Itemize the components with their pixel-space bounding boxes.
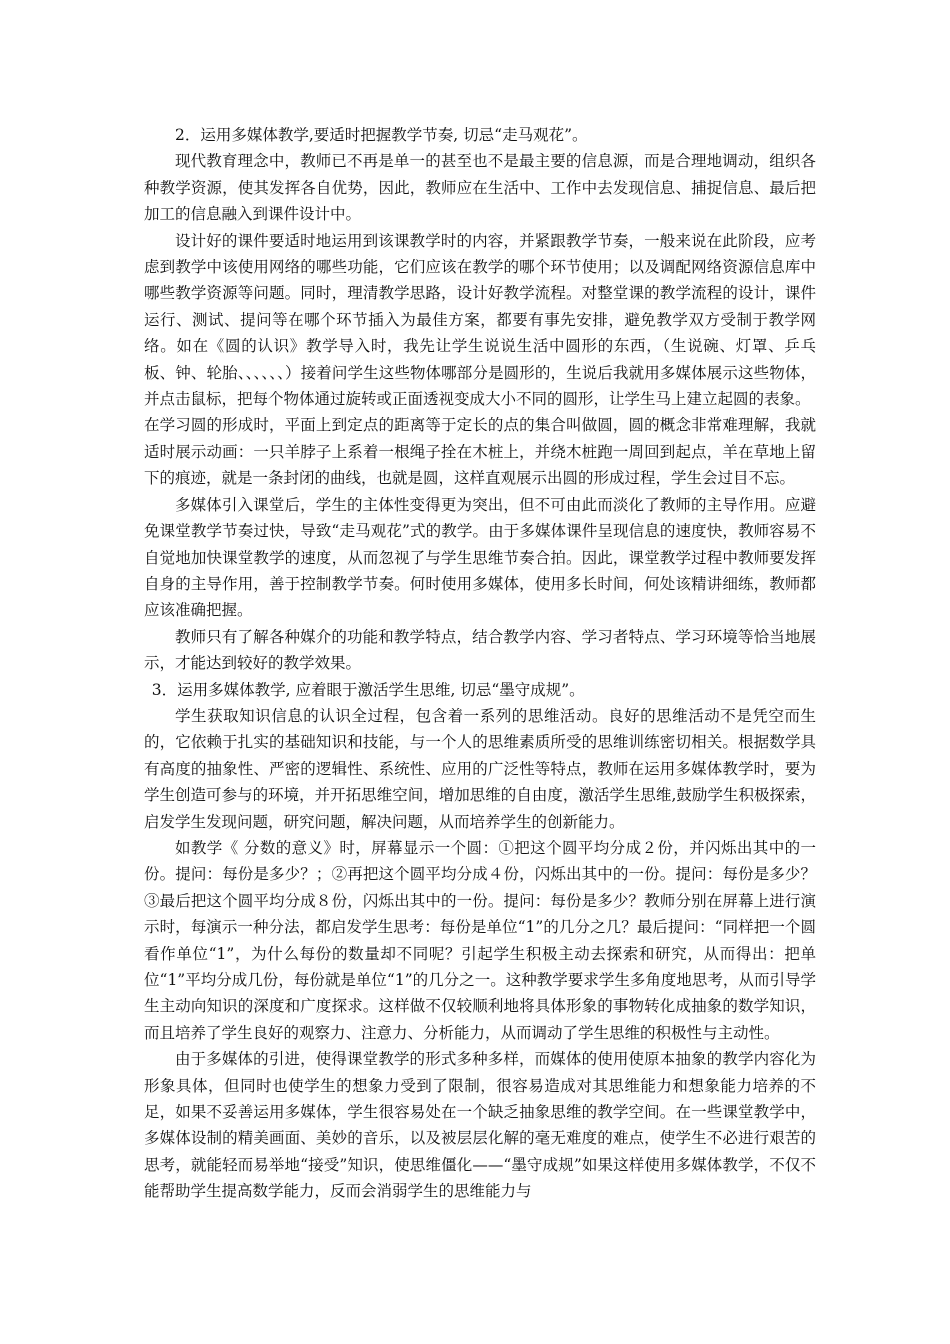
body-paragraph: 在学习圆的形成时，平面上到定点的距离等于定长的点的集合叫做圆，圆的概念非常难理解，我就适时展示动画：一只羊脖子上系着一根绳子拴在木桩上，并绕木桩跑一周回到起点，羊在草地上留下的痕迹，就是一条封闭的曲线，也就是圆，这样直观展示出圆的形成过程，学生会过目不忘。	[144, 416, 816, 488]
document-page	[144, 122, 816, 1205]
body-paragraph: 由于多媒体的引进，使得课堂教学的形式多种多样，而媒体的使用使原本抽象的教学内容化为形象具体，但同时也使学生的想象力受到了限制，很容易造成对其思维能力和想象能力培养的不足，如果不妥善运用多媒体，学生很容易处在一个缺乏抽象思维的教学空间。在一些课堂教学中，多媒体设制的精美画面、美妙的音乐，以及被层层化解的毫无难度的难点，使学生不必进行艰苦的思考，就能轻而易举地“接受”知识，使思维僵化——“墨守成规”如果这样使用多媒体教学，不仅不能帮助学生提高数学能力，反而会消弱学生的思维能力与	[144, 1050, 816, 1201]
section-heading-2: 2．运用多媒体教学,要适时把握教学节奏, 切忌“走马观花”。	[175, 126, 588, 144]
body-paragraph: 设计好的课件要适时地运用到该课教学时的内容，并紧跟教学节奏，一般来说在此阶段，应考虑到教学中该使用网络的哪些功能，它们应该在教学的哪个环节使用；以及调配网络资源信息库中哪些教学资源等问题。同时，理清教学思路，设计好教学流程。对整堂课的教学流程的设计，课件运行、测试、提问等在哪个环节插入为最佳方案，都要有事先安排，避免教学双方受制于教学网络。如在《圆的认识》教学导入时，我先让学生说说生活中圆形的东西，（生说碗、灯罩、乒乓板、钟、轮胎、、、、、、）接着问学生这些物体哪部分是圆形的，生说后我就用多媒体展示这些物体，并点击鼠标，把每个物体通过旋转或正面透视变成大小不同的圆形，让学生马上建立起圆的表象。	[144, 231, 816, 409]
body-paragraph: 多媒体引入课堂后，学生的主体性变得更为突出，但不可由此而淡化了教师的主导作用。应避免课堂教学节奏过快，导致“走马观花”式的教学。由于多媒体课件呈现信息的速度快，教师容易不自觉地加快课堂教学的速度，从而忽视了与学生思维节奏合拍。因此，课堂教学过程中教师要发挥自身的主导作用，善于控制教学节奏。何时使用多媒体，使用多长时间，何处该精讲细练，教师都应该准确把握。	[144, 495, 816, 620]
body-paragraph: 教师只有了解各种媒介的功能和教学特点，结合教学内容、学习者特点、学习环境等恰当地展示，才能达到较好的教学效果。	[144, 627, 816, 673]
body-paragraph: 现代教育理念中，教师已不再是单一的甚至也不是最主要的信息源，而是合理地调动，组织各种教学资源，使其发挥各自优势，因此，教师应在生活中、工作中去发现信息、捕捉信息、最后把加工的信息融入到课件设计中。	[144, 152, 816, 224]
body-paragraph: 学生获取知识信息的认识全过程，包含着一系列的思维活动。良好的思维活动不是凭空而生的，它依赖于扎实的基础知识和技能，与一个人的思维素质所受的思维训练密切相关。根据数学具有高度的抽象性、严密的逻辑性、系统性、应用的广泛性等特点，教师在运用多媒体教学时，要为学生创造可参与的环境，并开拓思维空间，增加思维的自由度，激活学生思维,鼓励学生积极探索，启发学生发现问题，研究问题，解决问题，从而培养学生的创新能力。	[144, 706, 816, 831]
section-heading-3: 3．运用多媒体教学, 应着眼于激活学生思维, 切忌“墨守成规”。	[151, 680, 585, 699]
body-paragraph: 如教学《 分数的意义》时，屏幕显示一个圆：①把这个圆平均分成２份，并闪烁出其中的一份。提问：每份是多少？；②再把这个圆平均分成４份，闪烁出其中的一份。提问：每份是多少？③最后把这个圆平均分成８份，闪烁出其中的一份。提问：每份是多少？教师分别在屏幕上进行演示时，每演示一种分法，都启发学生思考：每份是单位“1”的几分之几？最后提问：“同样把一个圆看作单位“1”，为什么每份的数量却不同呢？引起学生积极主动去探索和研究，从而得出：把单位“1”平均分成几份，每份就是单位“1”的几分之一。这种教学要求学生多角度地思考，从而引导学生主动向知识的深度和广度探求。这样做不仅较顺利地将具体形象的事物转化成抽象的数学知识，而且培养了学生良好的观察力、注意力、分析能力，从而调动了学生思维的积极性与主动性。	[144, 838, 816, 1042]
